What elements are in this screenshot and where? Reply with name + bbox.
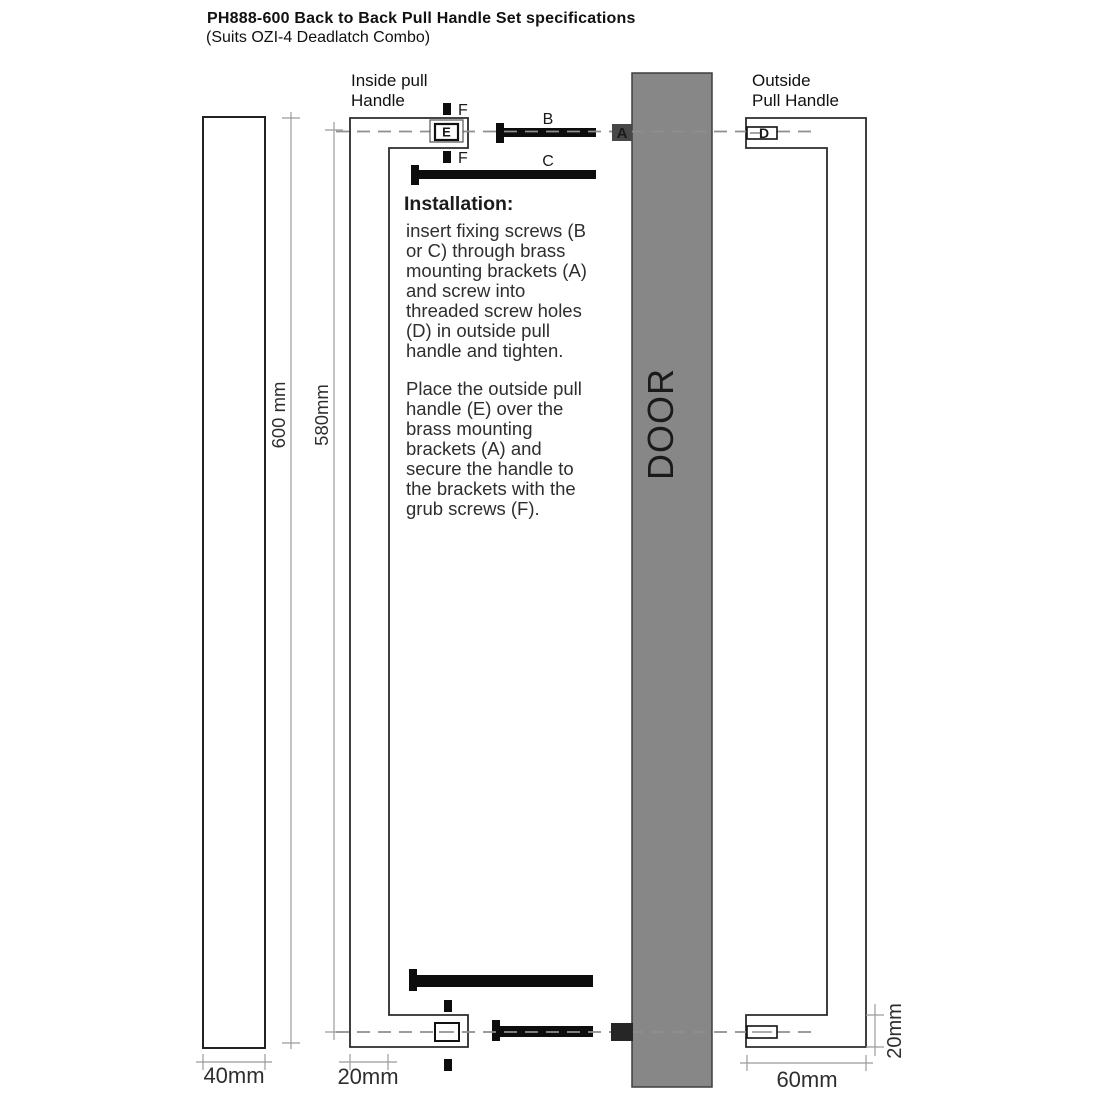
dim-20mm-right-label: 20mm bbox=[884, 1003, 906, 1059]
inside-bottom-screw-box bbox=[435, 1023, 459, 1041]
outside-handle-label: Outside Pull Handle bbox=[752, 71, 839, 110]
dim-600mm-label: 600 mm bbox=[268, 381, 289, 449]
label-screw-c: C bbox=[542, 153, 554, 170]
handle-front-view bbox=[203, 117, 265, 1048]
screw-c-head bbox=[411, 165, 419, 185]
fixing-screw-c-bottom bbox=[409, 969, 593, 991]
outside-handle-profile bbox=[746, 118, 866, 1047]
screw-b-head bbox=[496, 123, 504, 143]
mounting-bracket-a-bottom bbox=[611, 1023, 633, 1041]
label-grub-f-2: F bbox=[458, 150, 468, 167]
door-rect bbox=[632, 73, 712, 1087]
dim-60mm-label: 60mm bbox=[776, 1067, 838, 1092]
page-subtitle: (Suits OZI-4 Deadlatch Combo) bbox=[206, 29, 431, 46]
label-bracket-a: A bbox=[616, 125, 628, 142]
screw-b-shaft bbox=[504, 128, 596, 137]
dim-20mm-left-label: 20mm bbox=[337, 1064, 399, 1089]
door-label: DOOR bbox=[640, 368, 681, 480]
threaded-hole-d-bottom bbox=[747, 1026, 777, 1038]
grub-screw-f-bottom-1 bbox=[444, 1000, 452, 1012]
screw-c-bottom-head bbox=[409, 969, 417, 991]
screw-c-shaft bbox=[419, 170, 596, 179]
dim-580mm-label: 580mm bbox=[311, 384, 332, 446]
installation-paragraph-2: Place the outside pull handle (E) over the brass mounting brackets (A) and secure the handle to the brackets with the grub screws (F). bbox=[406, 378, 582, 519]
screw-b-bottom-head bbox=[492, 1020, 500, 1041]
grub-screw-f-bottom-2 bbox=[444, 1059, 452, 1071]
dim-40mm-label: 40mm bbox=[203, 1063, 265, 1088]
page-title: PH888-600 Back to Back Pull Handle Set specifications bbox=[207, 10, 636, 27]
fixing-screw-c-top bbox=[411, 165, 596, 185]
grub-screw-f-top-2 bbox=[443, 151, 451, 163]
inside-handle-label: Inside pull Handle bbox=[351, 71, 428, 110]
grub-screw-f-top-1 bbox=[443, 103, 451, 115]
screw-c-bottom-shaft bbox=[417, 975, 593, 987]
dim-580mm bbox=[325, 122, 343, 1040]
installation-paragraph-1: insert fixing screws (B or C) through brass mounting brackets (A) and screw into threaded screw holes (D) in outside pull handle and tighten. bbox=[406, 220, 587, 361]
label-screw-b: B bbox=[542, 111, 554, 128]
dim-20mm-right bbox=[866, 1004, 884, 1056]
installation-heading: Installation: bbox=[404, 193, 514, 215]
dim-600mm bbox=[282, 112, 300, 1049]
fixing-screw-b-bottom bbox=[492, 1020, 593, 1041]
label-hole-d: D bbox=[758, 125, 770, 141]
label-grub-f-1: F bbox=[458, 102, 468, 119]
label-handle-e: E bbox=[442, 124, 451, 140]
